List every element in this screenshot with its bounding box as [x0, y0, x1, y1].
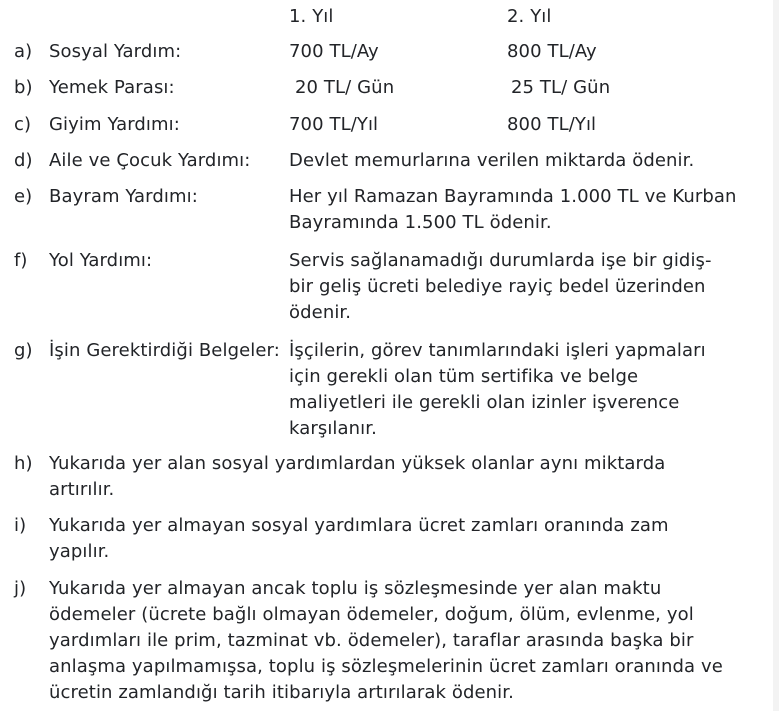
item-d-label: Aile ve Çocuk Yardımı: — [49, 150, 251, 171]
item-e-letter: e) — [14, 186, 33, 207]
item-j-letter: j) — [14, 578, 27, 599]
item-a-year2: 800 TL/Ay — [507, 41, 597, 62]
item-g-letter: g) — [14, 340, 33, 361]
item-a-letter: a) — [14, 41, 33, 62]
item-i-letter: i) — [14, 515, 27, 536]
item-c-letter: c) — [14, 114, 32, 135]
item-c-label: Giyim Yardımı: — [49, 114, 180, 135]
item-c-year2: 800 TL/Yıl — [507, 114, 597, 135]
item-g-text-line: karşılanır. — [289, 418, 377, 439]
item-a-year1: 700 TL/Ay — [289, 41, 379, 62]
item-f-text-line: Servis sağlanamadığı durumlarda işe bir gidiş- — [289, 250, 712, 271]
item-j-text-line: ödemeler (ücrete bağlı olmayan ödemeler, doğum, ölüm, evlenme, yol — [49, 604, 694, 625]
item-b-year1: 20 TL/ Gün — [295, 77, 395, 98]
item-c-year1: 700 TL/Yıl — [289, 114, 379, 135]
item-b-year2: 25 TL/ Gün — [511, 77, 611, 98]
item-g-text-line: İşçilerin, görev tanımlarındaki işleri yapmaları — [289, 340, 706, 361]
item-j-text-line: Yukarıda yer almayan ancak toplu iş sözleşmesinde yer alan maktu — [49, 578, 662, 599]
item-e-label: Bayram Yardımı: — [49, 186, 198, 207]
item-b-letter: b) — [14, 77, 33, 98]
item-i-text-line: yapılır. — [49, 541, 110, 562]
item-d-letter: d) — [14, 150, 33, 171]
year1-header: 1. Yıl — [289, 6, 334, 27]
scrollbar-track[interactable] — [773, 0, 779, 711]
item-b-label: Yemek Parası: — [49, 77, 175, 98]
item-j-text-line: yardımları ile prim, tazminat vb. ödemeler), taraflar arasında başka bir — [49, 630, 694, 651]
item-h-text-line: Yukarıda yer alan sosyal yardımlardan yüksek olanlar aynı miktarda — [49, 453, 666, 474]
item-j-text-line: ücretin zamlandığı tarih itibarıyla artırılarak ödenir. — [49, 682, 514, 703]
item-g-text-line: için gerekli olan tüm sertifika ve belge — [289, 366, 639, 387]
item-i-text-line: Yukarıda yer almayan sosyal yardımlara ücret zamları oranında zam — [49, 515, 669, 536]
item-f-label: Yol Yardımı: — [49, 250, 153, 271]
item-e-text-line: Bayramında 1.500 TL ödenir. — [289, 212, 552, 233]
item-f-text-line: bir geliş ücreti belediye rayiç bedel üzerinden — [289, 276, 706, 297]
item-g-text-line: maliyetleri ile gerekli olan izinler işverence — [289, 392, 680, 413]
item-e-text-line: Her yıl Ramazan Bayramında 1.000 TL ve Kurban — [289, 186, 737, 207]
item-d-text-line: Devlet memurlarına verilen miktarda ödenir. — [289, 150, 695, 171]
item-g-label: İşin Gerektirdiği Belgeler: — [49, 340, 280, 361]
item-f-letter: f) — [14, 250, 28, 271]
item-h-letter: h) — [14, 453, 33, 474]
year2-header: 2. Yıl — [507, 6, 552, 27]
item-a-label: Sosyal Yardım: — [49, 41, 182, 62]
item-h-text-line: artırılır. — [49, 479, 115, 500]
item-j-text-line: anlaşma yapılmamışsa, toplu iş sözleşmelerinin ücret zamları oranında ve — [49, 656, 723, 677]
item-f-text-line: ödenir. — [289, 302, 352, 323]
